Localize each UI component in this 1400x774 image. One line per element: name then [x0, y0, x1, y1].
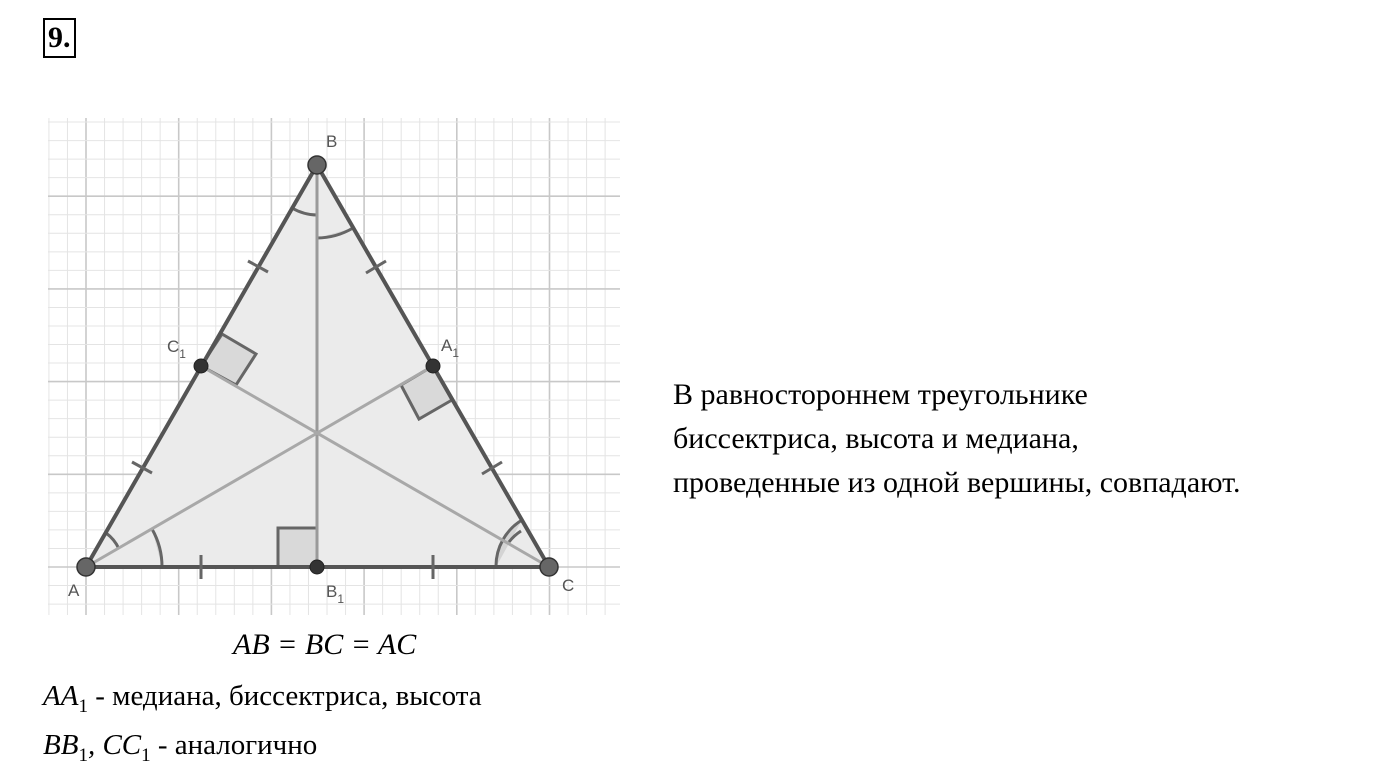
note-AA1-sub: 1: [78, 695, 88, 717]
label-C: C: [562, 576, 575, 595]
theorem-statement: [673, 373, 1241, 505]
label-C1: $C_1$: [167, 337, 186, 361]
point-B1: [310, 560, 324, 574]
note-CC1-sub: 1: [141, 744, 151, 766]
task-number-punct: .: [63, 21, 71, 54]
note-separator: ,: [87, 729, 103, 761]
right-angle-mark-B1: [278, 528, 317, 567]
task-number-value: 9: [48, 21, 63, 54]
label-B: B: [326, 132, 338, 151]
label-A: A: [68, 581, 80, 600]
note-BB1-CC1: [43, 729, 317, 767]
point-A1: [426, 359, 440, 373]
note-CC1-math: CC: [102, 729, 142, 761]
point-A: [77, 558, 95, 576]
note-AA1-text: - медиана, биссектриса, высота: [87, 680, 482, 712]
note-AA1: [43, 680, 482, 718]
note-BB1-sub: 1: [78, 744, 88, 766]
note-BB1-math: BB: [43, 729, 79, 761]
statement-line-1: В равностороннем треугольнике: [673, 378, 1088, 411]
label-A1: $A_1$: [441, 336, 460, 360]
note-AA1-math: AA: [43, 680, 79, 712]
point-C: [540, 558, 558, 576]
statement-line-2: биссектриса, высота и медиана,: [673, 422, 1079, 455]
equation-sides: AB = BC = AC: [233, 628, 417, 661]
point-C1: [194, 359, 208, 373]
statement-line-3: проведенные из одной вершины, совпадают.: [673, 466, 1241, 499]
note-BB1-CC1-text: - аналогично: [150, 729, 318, 761]
point-B: [308, 156, 326, 174]
label-B1: $B_1$: [326, 582, 345, 606]
